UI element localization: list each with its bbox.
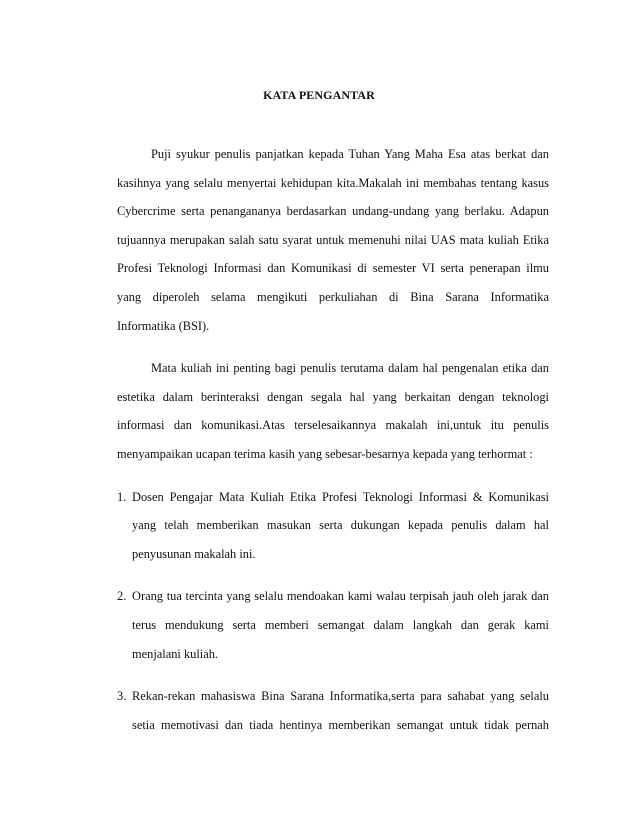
text-line: Orang tua tercinta yang selalu mendoakan kami walau terpisah jauh oleh jarak dan — [132, 589, 549, 604]
paragraph-intro — [117, 140, 549, 340]
list-item — [117, 682, 549, 739]
text-line: menjalani kuliah. — [132, 646, 219, 661]
list-number: 3. — [117, 689, 127, 704]
list-number: 2. — [117, 589, 127, 604]
text-line: tujuannya merupakan salah satu syarat untuk memenuhi nilai UAS mata kuliah Etika — [117, 232, 549, 247]
acknowledgement-list — [117, 483, 549, 740]
text-line: Profesi Teknologi Informasi dan Komunikasi di semester VI serta penerapan ilmu — [117, 261, 549, 276]
page-title: KATA PENGANTAR — [263, 88, 375, 102]
text-line: terus mendukung serta memberi semangat dalam langkah dan gerak kami — [132, 617, 549, 632]
text-line: Dosen Pengajar Mata Kuliah Etika Profesi Teknologi Informasi & Komunikasi — [132, 489, 549, 504]
document-body — [117, 140, 549, 739]
list-item — [117, 483, 549, 569]
text-line: Mata kuliah ini penting bagi penulis terutama dalam hal pengenalan etika dan — [151, 361, 549, 376]
text-line: menyampaikan ucapan terima kasih yang sebesar-besarnya kepada yang terhormat : — [117, 446, 533, 461]
text-line: Rekan-rekan mahasiswa Bina Sarana Informatika,serta para sahabat yang selalu — [132, 689, 549, 704]
text-line: yang telah memberikan masukan serta dukungan kepada penulis dalam hal — [132, 518, 549, 533]
text-line: penyusunan makalah ini. — [132, 546, 256, 561]
text-line: informasi dan komunikasi.Atas terselesaikannya makalah ini,untuk itu penulis — [117, 418, 549, 433]
text-line: Informatika (BSI). — [117, 318, 210, 333]
list-item — [117, 582, 549, 668]
text-line: yang diperoleh selama mengikuti perkuliahan di Bina Sarana Informatika — [117, 289, 549, 304]
paragraph-course — [117, 354, 549, 468]
list-number: 1. — [117, 489, 127, 504]
text-line: setia memotivasi dan tiada hentinya memberikan semangat untuk tidak pernah — [132, 717, 549, 732]
text-line: kasihnya yang selalu menyertai kehidupan kita.Makalah ini membahas tentang kasus — [117, 175, 549, 190]
text-line: estetika dalam berinteraksi dengan segala hal yang berkaitan dengan teknologi — [117, 389, 549, 404]
text-line: Cybercrime serta penangananya berdasarkan undang-undang yang berlaku. Adapun — [117, 204, 549, 219]
text-line: Puji syukur penulis panjatkan kepada Tuhan Yang Maha Esa atas berkat dan — [151, 147, 549, 161]
